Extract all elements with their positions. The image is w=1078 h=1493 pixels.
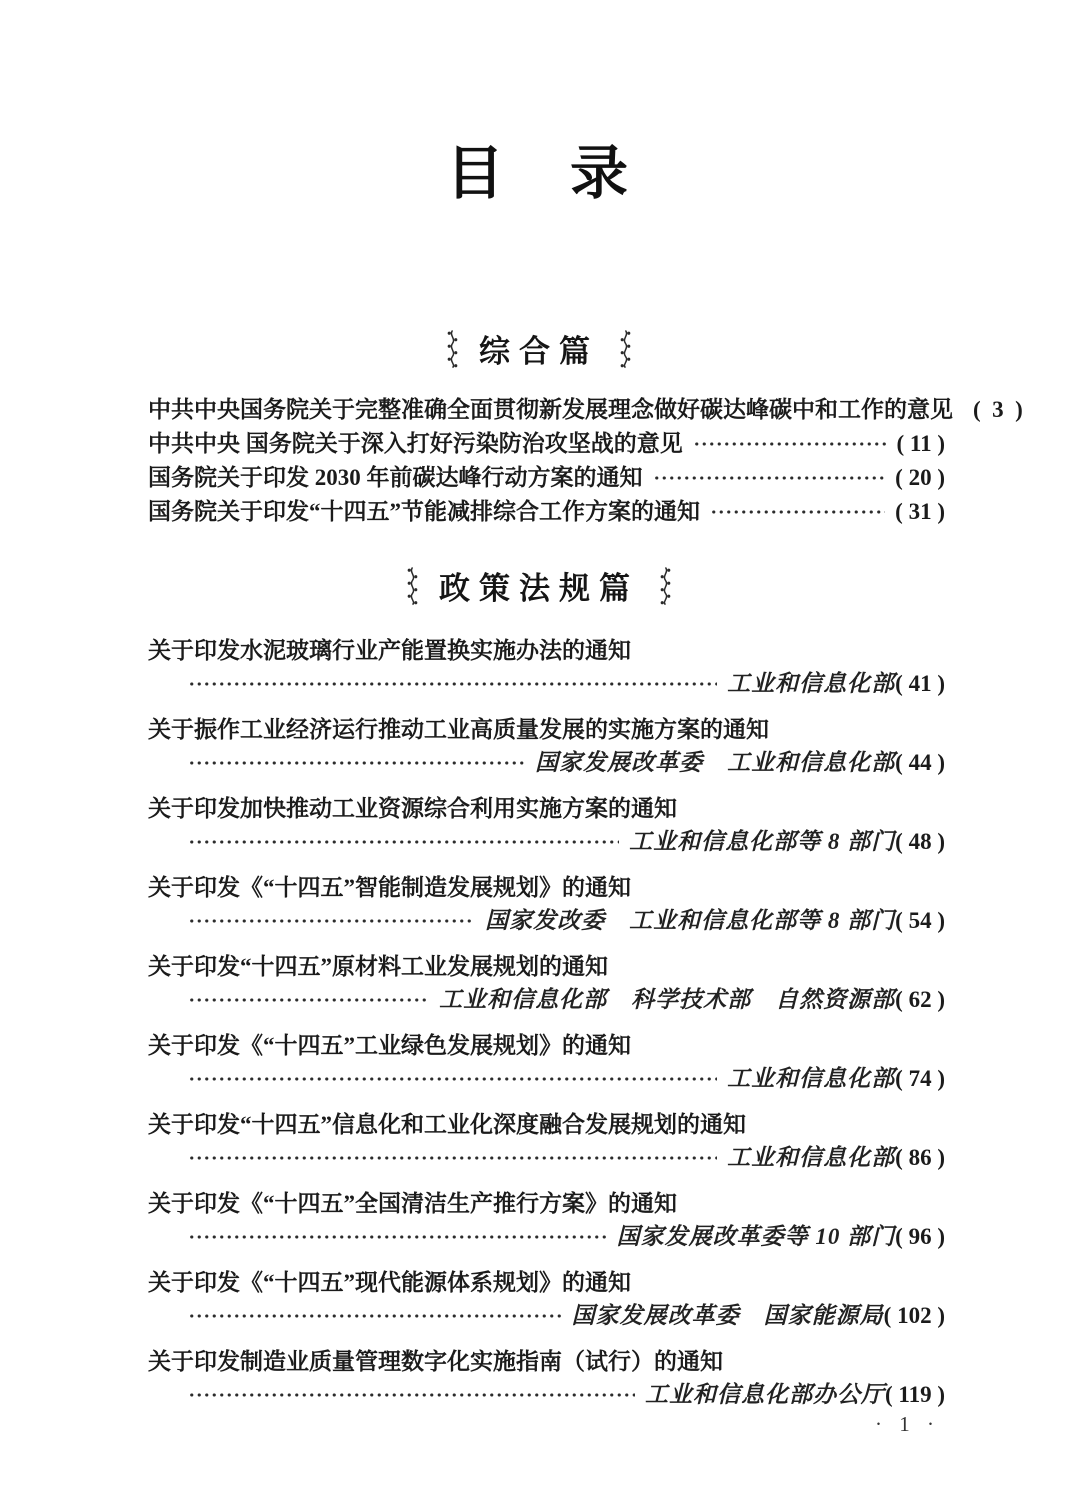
dot-leader	[188, 1389, 635, 1401]
page-number: ( 31 )	[895, 499, 945, 524]
source-agency: 工业和信息化部	[727, 671, 896, 696]
source-agency: 国家发展改革委等 10 部门	[616, 1224, 896, 1249]
entry-title: 关于印发水泥玻璃行业产能置换实施办法的通知	[148, 638, 631, 663]
page-number: ( 62 )	[895, 987, 945, 1012]
page-number: ( 11 )	[896, 431, 945, 456]
page-footer: · 1 ·	[875, 1412, 940, 1436]
page-number: ( 102 )	[883, 1303, 945, 1328]
source-agency: 工业和信息化部	[727, 1145, 896, 1170]
toc-entry	[148, 634, 945, 700]
dot-leader	[693, 438, 887, 450]
entry-title: 关于印发制造业质量管理数字化实施指南（试行）的通知	[148, 1349, 723, 1374]
source-agency: 工业和信息化部 科学技术部 自然资源部	[439, 987, 896, 1012]
toc-entry	[148, 1266, 945, 1332]
dot-leader	[188, 1231, 607, 1243]
toc-entry	[148, 1029, 945, 1095]
dot-leader	[188, 1073, 717, 1085]
source-agency: 工业和信息化部办公厅	[644, 1382, 885, 1407]
page-title: 目 录	[445, 141, 632, 206]
toc-entry	[148, 427, 945, 461]
section-heading-label: 政策法规篇	[439, 571, 639, 606]
page-number: ( 3 )	[973, 397, 1023, 422]
toc-entry	[148, 1187, 945, 1253]
toc-entry	[148, 461, 945, 495]
source-agency: 工业和信息化部	[727, 1066, 896, 1091]
dot-leader	[710, 506, 885, 518]
page-number: ( 86 )	[895, 1145, 945, 1170]
dot-leader	[188, 1152, 717, 1164]
toc-entry	[148, 871, 945, 937]
entry-title: 中共中央 国务院关于深入打好污染防治攻坚战的意见	[148, 431, 683, 456]
toc-entry	[148, 713, 945, 779]
entry-title: 关于印发“十四五”信息化和工业化深度融合发展规划的通知	[148, 1112, 746, 1137]
section-heading-comprehensive	[0, 326, 1078, 371]
section-heading-policy	[0, 563, 1078, 608]
page-number: ( 74 )	[895, 1066, 945, 1091]
vine-ornament-icon	[406, 565, 419, 607]
dot-leader	[188, 994, 429, 1006]
entry-title: 关于印发《“十四五”现代能源体系规划》的通知	[148, 1270, 631, 1295]
page-number: ( 44 )	[895, 750, 945, 775]
toc-entry	[148, 1345, 945, 1411]
toc-entry	[148, 1108, 945, 1174]
toc-list-policy	[0, 634, 1078, 1411]
entry-title: 关于印发《“十四五”工业绿色发展规划》的通知	[148, 1033, 631, 1058]
page-number: ( 20 )	[895, 465, 945, 490]
toc-entry	[148, 393, 1023, 427]
dot-leader	[188, 1310, 562, 1322]
dot-leader	[653, 472, 886, 484]
toc-entry	[148, 495, 945, 529]
vine-ornament-icon	[446, 328, 459, 370]
entry-title: 关于振作工业经济运行推动工业高质量发展的实施方案的通知	[148, 717, 769, 742]
source-agency: 国家发改委 工业和信息化部等 8 部门	[485, 908, 896, 933]
toc-list-comprehensive	[0, 393, 1078, 529]
dot-leader	[188, 915, 475, 927]
page-number: ( 96 )	[895, 1224, 945, 1249]
page-number: ( 54 )	[895, 908, 945, 933]
dot-leader	[188, 678, 717, 690]
entry-title: 关于印发“十四五”原材料工业发展规划的通知	[148, 954, 608, 979]
toc-entry	[148, 792, 945, 858]
dot-leader	[188, 836, 619, 848]
entry-title: 国务院关于印发 2030 年前碳达峰行动方案的通知	[148, 465, 643, 490]
page-number: ( 48 )	[895, 829, 945, 854]
entry-title: 关于印发《“十四五”智能制造发展规划》的通知	[148, 875, 631, 900]
page-number: ( 41 )	[895, 671, 945, 696]
vine-ornament-icon	[659, 565, 672, 607]
entry-title: 关于印发加快推动工业资源综合利用实施方案的通知	[148, 796, 677, 821]
vine-ornament-icon	[619, 328, 632, 370]
source-agency: 国家发展改革委 工业和信息化部	[535, 750, 896, 775]
page-number: ( 119 )	[884, 1382, 945, 1407]
entry-title: 关于印发《“十四五”全国清洁生产推行方案》的通知	[148, 1191, 677, 1216]
source-agency: 工业和信息化部等 8 部门	[629, 829, 896, 854]
toc-entry	[148, 950, 945, 1016]
entry-title: 国务院关于印发“十四五”节能减排综合工作方案的通知	[148, 499, 700, 524]
entry-title: 中共中央国务院关于完整准确全面贯彻新发展理念做好碳达峰碳中和工作的意见	[148, 397, 953, 422]
section-heading-label: 综合篇	[479, 334, 599, 369]
dot-leader	[188, 757, 525, 769]
source-agency: 国家发展改革委 国家能源局	[571, 1303, 884, 1328]
toc-page	[0, 126, 1078, 1493]
